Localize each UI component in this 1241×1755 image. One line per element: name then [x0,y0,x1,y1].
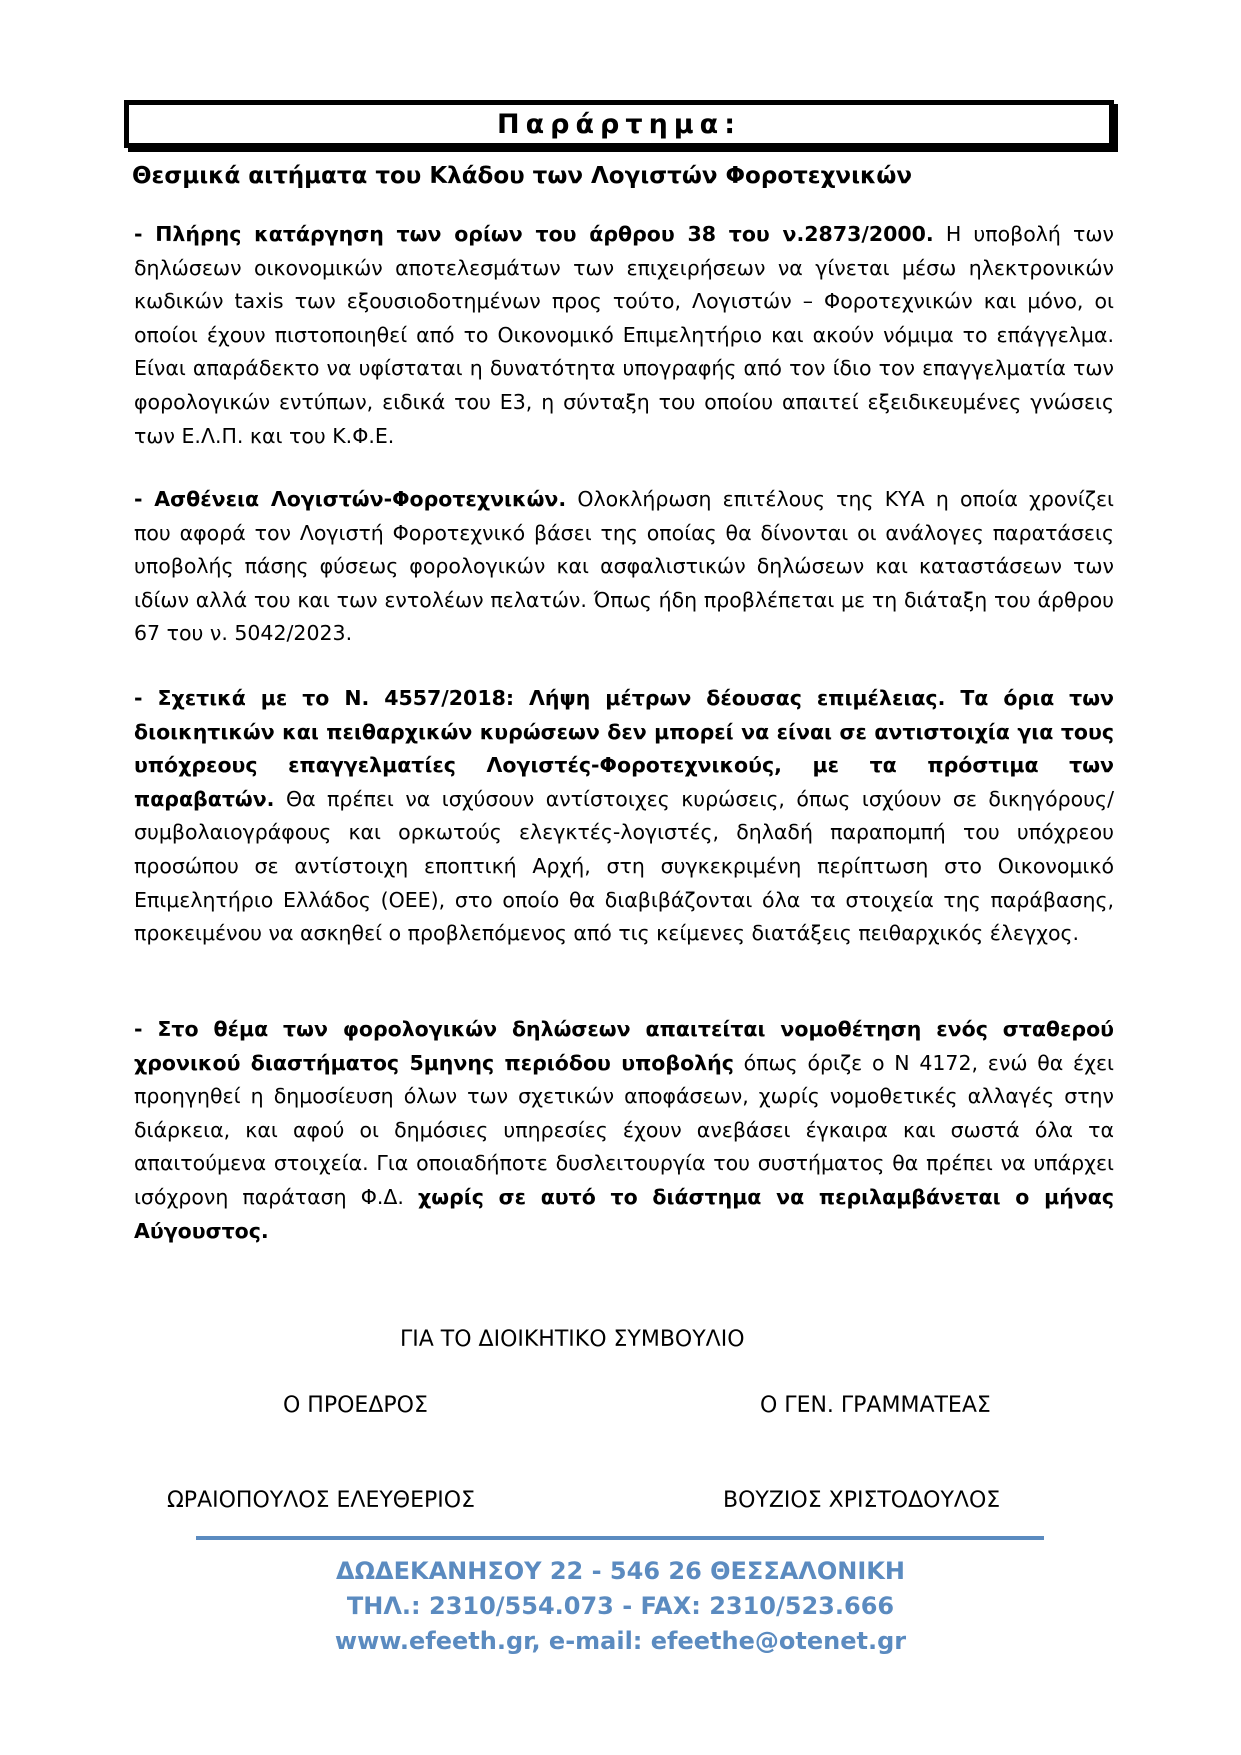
footer-address: ΔΩΔΕΚΑΝΗΣΟΥ 22 - 546 26 ΘΕΣΣΑΛΟΝΙΚΗ [336,1557,905,1585]
paragraph-2-body: Ολοκλήρωση επιτέλους της ΚΥΑ η οποία χρονίζει που αφορά τον Λογιστή Φοροτεχνικό βάσει της οποίας θα δίνονται οι ανάλογες παρατάσεις υποβολής πάσης φύσεως φορολογικών και ασφαλιστικών δηλώσεων και καταστάσεων των ιδίων αλλά του και των εντολέων πελατών. Όπως ήδη προβλέπεται με τη διάταξη του άρθρου 67 του ν. 5042/2023. [134,487,1114,646]
paragraph-3-body: Θα πρέπει να ισχύσουν αντίστοιχες κυρώσεις, όπως ισχύουν σε δικηγόρους/συμβολαιογράφους και ορκωτούς ελεγκτές-λογιστές, δηλαδή παραπομπή του υπόχρεου προσώπου σε αντίστοιχη εποπτική Αρχή, στη συγκεκριμένη περίπτωση στο Οικονομικό Επιμελητήριο Ελλάδος (ΟΕΕ), στο οποίο θα διαβιβάζονται όλα τα στοιχεία της παράβασης, προκειμένου να ασκηθεί ο προβλεπόμενος από τις κείμενες διατάξεις πειθαρχικός έλεγχος. [134,786,1114,946]
secretary-name: ΒΟΥΖΙΟΣ ΧΡΙΣΤΟΔΟΥΛΟΣ [723,1488,1001,1513]
secretary-title: Ο ΓΕΝ. ΓΡΑΜΜΑΤΕΑΣ [760,1393,991,1418]
footer-divider [196,1536,1044,1540]
paragraph-2-heading: - Ασθένεια Λογιστών-Φοροτεχνικών. [134,487,567,511]
paragraph-2 [134,483,1114,651]
paragraph-3-heading: - Σχετικά με το Ν. 4557/2018: Λήψη μέτρων δέουσας επιμέλειας. Τα όρια των διοικητικών και πειθαρχικών κυρώσεων δεν μπορεί να είναι σε αντιστοιχία για τους υπόχρεους επαγγελματίες Λογιστές-Φοροτεχνικούς, με τα πρόστιμα των παραβατών. [134,686,1114,811]
president-name: ΩΡΑΙΟΠΟΥΛΟΣ ΕΛΕΥΘΕΡΙΟΣ [167,1488,475,1513]
paragraph-1 [134,218,1114,453]
paragraph-4-heading: - Στο θέμα των φορολογικών δηλώσεων απαιτείται νομοθέτηση ενός σταθερού χρονικού διαστήματος 5μηνης περιόδου υποβολής [134,1017,1114,1075]
appendix-title: Παράρτημα: [496,108,742,140]
document-subtitle: Θεσμικά αιτήματα του Κλάδου των Λογιστών Φοροτεχνικών [132,163,913,189]
paragraph-1-body: Η υποβολή των δηλώσεων οικονομικών αποτελεσμάτων των επιχειρήσεων να γίνεται μέσω ηλεκτρονικών κωδικών taxis των εξουσιοδοτημένων προς τούτο, Λογιστών – Φοροτεχνικών και μόνο, οι οποίοι έχουν πιστοποιηθεί από το Οικονομικό Επιμελητήριο και ακούν νόμιμα το επάγγελμα. Είναι απαράδεκτο να υφίσταται η δυνατότητα υπογραφής από τον ίδιο τον επαγγελματία των φορολογικών εντύπων, ειδικά του Ε3, η σύνταξη του οποίου απαιτεί εξειδικευμένες γνώσεις των Ε.Λ.Π. και του Κ.Φ.Ε. [134,222,1114,448]
footer-phone: ΤΗΛ.: 2310/554.073 - FAX: 2310/523.666 [346,1592,895,1620]
paragraph-1-heading: - Πλήρης κατάργηση των ορίων του άρθρου 38 του ν.2873/2000. [134,222,934,246]
paragraph-4 [134,1013,1114,1248]
president-title: Ο ΠΡΟΕΔΡΟΣ [283,1393,428,1418]
paragraph-4-body: όπως όριζε ο Ν 4172, ενώ θα έχει προηγηθεί η δημοσίευση όλων των σχετικών αποφάσεων, χωρίς νομοθετικές αλλαγές στην διάρκεια, και αφού οι δημόσιες υπηρεσίες έχουν ανεβάσει έγκαιρα και σωστά όλα τα απαιτούμενα στοιχεία. Για οποιαδήποτε δυσλειτουργία του συστήματος θα πρέπει να υπάρχει ισόχρονη παράταση Φ.Δ. [134,1050,1114,1209]
footer-web: www.efeeth.gr, e-mail: efeethe@otenet.gr [334,1627,907,1655]
board-signature-line: ΓΙΑ ΤΟ ΔΙΟΙΚΗΤΙΚΟ ΣΥΜΒΟΥΛΙΟ [400,1327,745,1352]
paragraph-3 [134,682,1114,951]
paragraph-4-closing: χωρίς σε αυτό το διάστημα να περιλαμβάνεται ο μήνας Αύγουστος. [134,1184,1114,1243]
appendix-title-box [124,100,1114,148]
